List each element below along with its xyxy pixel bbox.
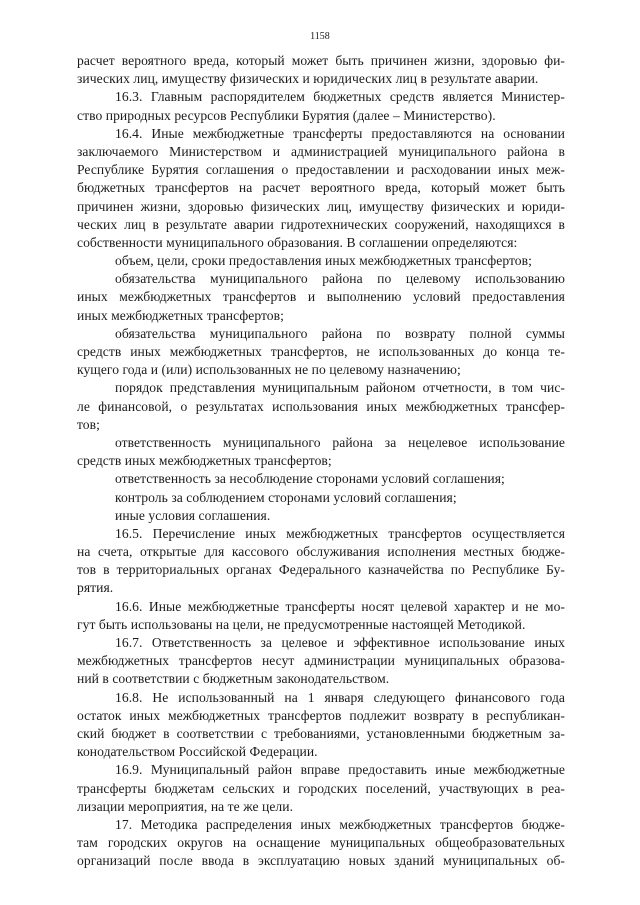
text-line: трансферты бюджетам сельских и городских поселений, участвующих в реа- [77, 780, 565, 796]
text-line: 16.8. Не использованный на 1 января следующего финансового года [115, 689, 565, 705]
text-line: средств иных межбюджетных трансфертов, не использованных до конца те- [77, 344, 565, 359]
text-line: на счета, открытые для кассового обслуживания исполнения местных бюдже- [77, 544, 565, 560]
text-line: ний в соответствии с бюджетным законодательством. [77, 671, 390, 687]
text-line: причинен жизни, здоровью физических лиц, имуществу физических и юриди- [77, 198, 565, 214]
text-line: 17. Методика распределения иных межбюджетных трансфертов бюдже- [115, 816, 565, 832]
page-number: 1158 [310, 31, 330, 42]
text-line: иных межбюджетных трансфертов и выполнению условий предоставления [77, 289, 565, 305]
text-line: тов; [77, 416, 100, 432]
text-line: 16.6. Иные межбюджетные трансферты носят целевой характер и не мо- [115, 598, 565, 614]
document-body [77, 52, 565, 870]
text-line: ческих лиц в результате аварии гидротехнических сооружений, находящихся в [77, 216, 565, 232]
text-line: ский бюджет в соответствии с требованиями, установленными бюджетным за- [77, 725, 565, 741]
text-line: 16.4. Иные межбюджетные трансферты предоставляются на основании [115, 125, 565, 141]
text-line: организаций после ввода в эксплуатацию новых зданий муниципальных об- [77, 853, 565, 869]
text-line: Республике Бурятия соглашения о предоставлении и расходовании иных меж- [77, 162, 565, 178]
text-line: межбюджетных трансфертов несут администрации муниципальных образова- [77, 653, 565, 669]
text-line: ство природных ресурсов Республики Бурятия (далее – Министерство). [77, 107, 496, 123]
text-line: тов в территориальных органах Федерального казначейства по Республике Бу- [77, 562, 565, 578]
text-line: рятия. [77, 580, 114, 596]
text-line: 16.5. Перечисление иных межбюджетных трансфертов осуществляется [115, 525, 565, 541]
text-line: порядок представления муниципальным районом отчетности, в том чис- [115, 380, 565, 396]
text-line: расчет вероятного вреда, который может быть причинен жизни, здоровью фи- [77, 53, 565, 68]
text-line: ответственность муниципального района за нецелевое использование [115, 434, 565, 450]
text-line: заключаемого Министерством и администрацией муниципального района в [77, 143, 565, 159]
text-line: иные условия соглашения. [115, 507, 271, 523]
text-line: объем, цели, сроки предоставления иных межбюджетных трансфертов; [115, 253, 532, 269]
text-line: 16.7. Ответственность за целевое и эффективное использование иных [115, 635, 565, 650]
text-line: остаток иных межбюджетных трансфертов подлежит возврату в республикан- [77, 707, 565, 723]
text-line: обязательства муниципального района по возврату полной суммы [115, 325, 565, 341]
text-line: гут быть использованы на цели, не предусмотренные настоящей Методикой. [77, 616, 526, 632]
text-line: лизации мероприятия, на те же цели. [77, 798, 294, 814]
text-line: средств иных межбюджетных трансфертов; [77, 453, 332, 469]
text-line: 16.9. Муниципальный район вправе предоставить иные межбюджетные [115, 762, 565, 778]
text-line: кущего года и (или) использованных не по целевому назначению; [77, 362, 461, 378]
text-line: там городских округов на оснащение муниципальных общеобразовательных [77, 835, 565, 851]
text-line: иных межбюджетных трансфертов; [77, 307, 284, 323]
text-line: 16.3. Главным распорядителем бюджетных средств является Министер- [115, 89, 565, 105]
text-line: собственности муниципального образования. В соглашении определяются: [77, 234, 518, 250]
text-line: контроль за соблюдением сторонами условий соглашения; [115, 489, 457, 505]
text-line: конодательством Российской Федерации. [77, 744, 318, 760]
text-line: ответственность за несоблюдение сторонами условий соглашения; [115, 471, 505, 487]
text-line: зических лиц, имуществу физических и юридических лиц в результате аварии. [77, 71, 539, 87]
text-line: бюджетных трансфертов на расчет вероятного вреда, который может быть [77, 180, 565, 196]
text-line: обязательства муниципального района по целевому использованию [115, 271, 565, 287]
text-line: ле финансовой, о результатах использования иных межбюджетных трансфер- [77, 398, 565, 414]
